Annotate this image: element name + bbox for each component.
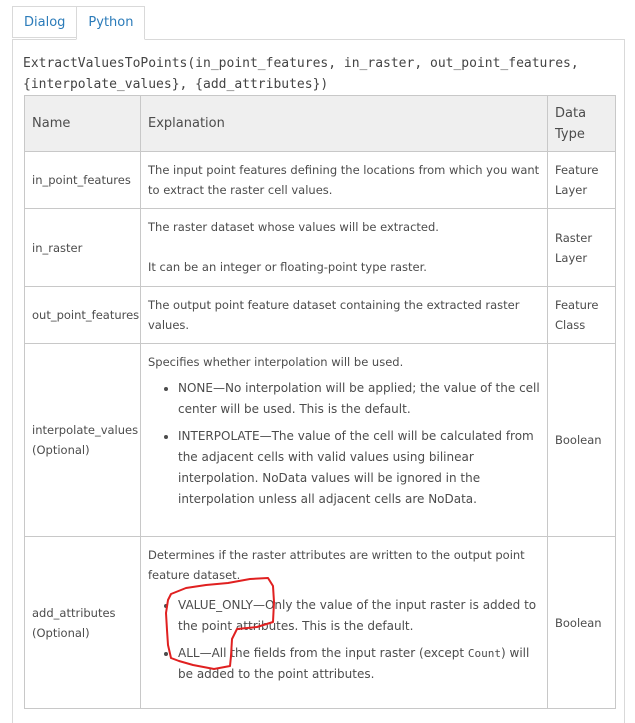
tab-bar: [12, 6, 144, 40]
code-count: Count: [467, 647, 502, 660]
list-item-text: ALL—All the fields from the input raster (except: [178, 646, 468, 660]
param-name: in_raster: [25, 209, 141, 287]
param-optional: (Optional): [32, 443, 90, 457]
list-item-text: ) will be added to the point attributes.: [178, 646, 530, 681]
param-type: Boolean: [548, 537, 616, 709]
list-item: • INTERPOLATE—The value of the cell will be calculated from the adjacent cells with valid values using bilinear interpolation. NoData values will be ignored in the interpolation unless all adjacent cells are NoData.: [178, 426, 540, 510]
param-optional: (Optional): [32, 625, 90, 640]
header-explanation: Explanation: [141, 96, 548, 152]
param-explanation: The output point feature dataset containing the extracted raster values.: [141, 287, 548, 344]
table-row: [25, 209, 616, 287]
param-name: add_attributes: [32, 605, 116, 620]
explanation-text: Specifies whether interpolation will be used.: [148, 355, 404, 369]
signature-line-1: ExtractValuesToPoints(in_point_features, in_raster, out_point_features,: [23, 56, 579, 71]
param-name-cell: [25, 344, 141, 537]
param-name: in_point_features: [25, 152, 141, 209]
list-item: • NONE—No interpolation will be applied; the value of the cell center will be used. This is the default.: [178, 378, 540, 420]
tab-dialog[interactable]: Dialog: [12, 6, 77, 38]
tab-python[interactable]: Python: [76, 6, 145, 40]
table-row: [25, 537, 616, 709]
table-row: [25, 287, 616, 344]
explanation-text: Determines if the raster attributes are written to the output point feature dataset.: [148, 548, 525, 582]
param-type: Feature Layer: [548, 152, 616, 209]
explanation-text: The raster dataset whose values will be extracted.: [148, 220, 439, 234]
param-explanation: [141, 537, 548, 709]
table-row: [25, 344, 616, 537]
header-name: Name: [25, 96, 141, 152]
param-explanation: The input point features defining the locations from which you want to extract the raster cell values.: [141, 152, 548, 209]
table-row: [25, 152, 616, 209]
param-type: Feature Class: [548, 287, 616, 344]
param-explanation: [141, 344, 548, 537]
param-name: interpolate_values: [32, 423, 139, 437]
options-list: [148, 595, 540, 685]
function-signature: [23, 53, 613, 95]
options-list: [148, 378, 540, 510]
param-name-cell: [25, 537, 141, 709]
param-type: Raster Layer: [548, 209, 616, 287]
header-data-type: Data Type: [548, 96, 616, 152]
parameters-table: [24, 95, 616, 709]
explanation-text: It can be an integer or floating-point type raster.: [148, 260, 427, 274]
param-type: Boolean: [548, 344, 616, 537]
list-item: • VALUE_ONLY—Only the value of the input raster is added to the point attributes. This is the default.: [178, 595, 540, 637]
table-header-row: [25, 96, 616, 152]
list-item: [178, 643, 540, 685]
param-name: out_point_features: [25, 287, 141, 344]
param-explanation: [141, 209, 548, 287]
signature-line-2: {interpolate_values}, {add_attributes}): [23, 77, 329, 92]
